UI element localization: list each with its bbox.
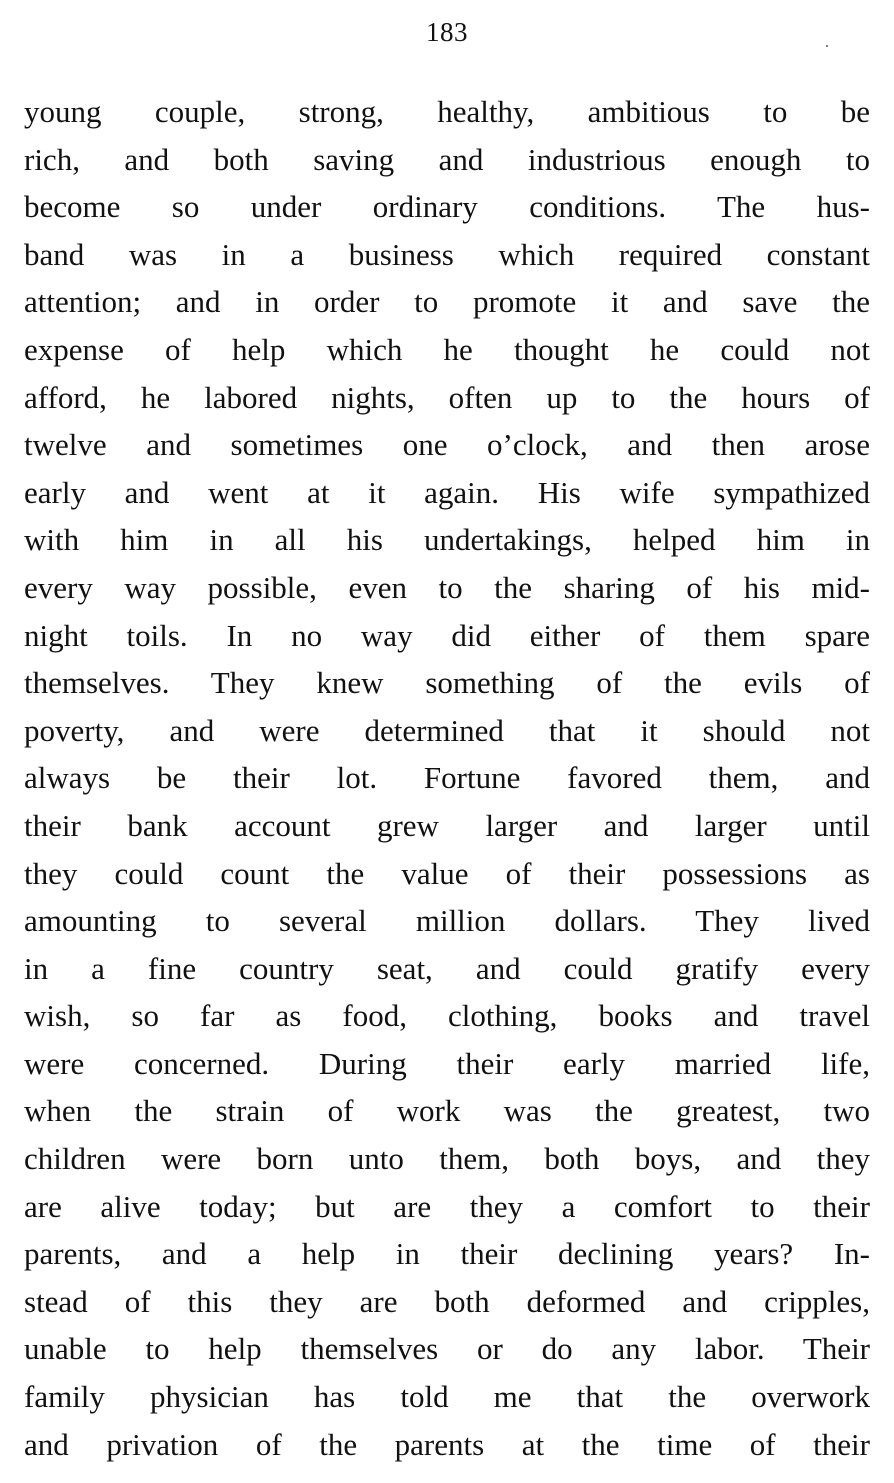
text-line: early and went at it again. His wife sympathized [24,474,870,510]
text-line: every way possible, even to the sharing of his mid- [24,569,870,605]
text-line: family physician has told me that the overwork [24,1379,870,1415]
text-line: unable to help themselves or do any labor. Their [24,1331,870,1367]
text-line: night toils. In no way did either of them spare [24,617,870,653]
page-number: 183 [426,17,468,47]
text-line: expense of help which he thought he could not [24,331,870,367]
text-line: are alive today; but are they a comfort to their [24,1188,870,1224]
text-line: their bank account grew larger and larger until [24,807,870,843]
text-line: become so under ordinary conditions. The hus- [24,189,870,225]
text-line: they could count the value of their possessions as [24,855,870,891]
text-line: wish, so far as food, clothing, books and travel [24,998,870,1034]
body-text [24,88,870,1468]
text-line: when the strain of work was the greatest, two [24,1093,870,1129]
text-line: parents, and a help in their declining years? In- [24,1236,870,1272]
text-line: with him in all his undertakings, helped him in [24,522,870,558]
print-speck [826,45,828,47]
text-line: stead of this they are both deformed and cripples, [24,1283,870,1319]
text-line: amounting to several million dollars. They lived [24,903,870,939]
text-line: themselves. They knew something of the evils of [24,665,870,701]
text-line: rich, and both saving and industrious enough to [24,141,870,177]
text-line: young couple, strong, healthy, ambitious to be [24,94,870,129]
text-line: were concerned. During their early married life, [24,1045,870,1081]
text-line: twelve and sometimes one o’clock, and then arose [24,427,870,463]
text-line: poverty, and were determined that it should not [24,712,870,748]
text-line: attention; and in order to promote it and save the [24,284,870,320]
text-line: and privation of the parents at the time of their [24,1426,870,1462]
text-line: children were born unto them, both boys, and they [24,1141,870,1177]
text-line: in a fine country seat, and could gratify every [24,950,870,986]
text-line: afford, he labored nights, often up to the hours of [24,379,870,415]
text-line: band was in a business which required constant [24,236,870,272]
text-line: always be their lot. Fortune favored them, and [24,760,870,796]
